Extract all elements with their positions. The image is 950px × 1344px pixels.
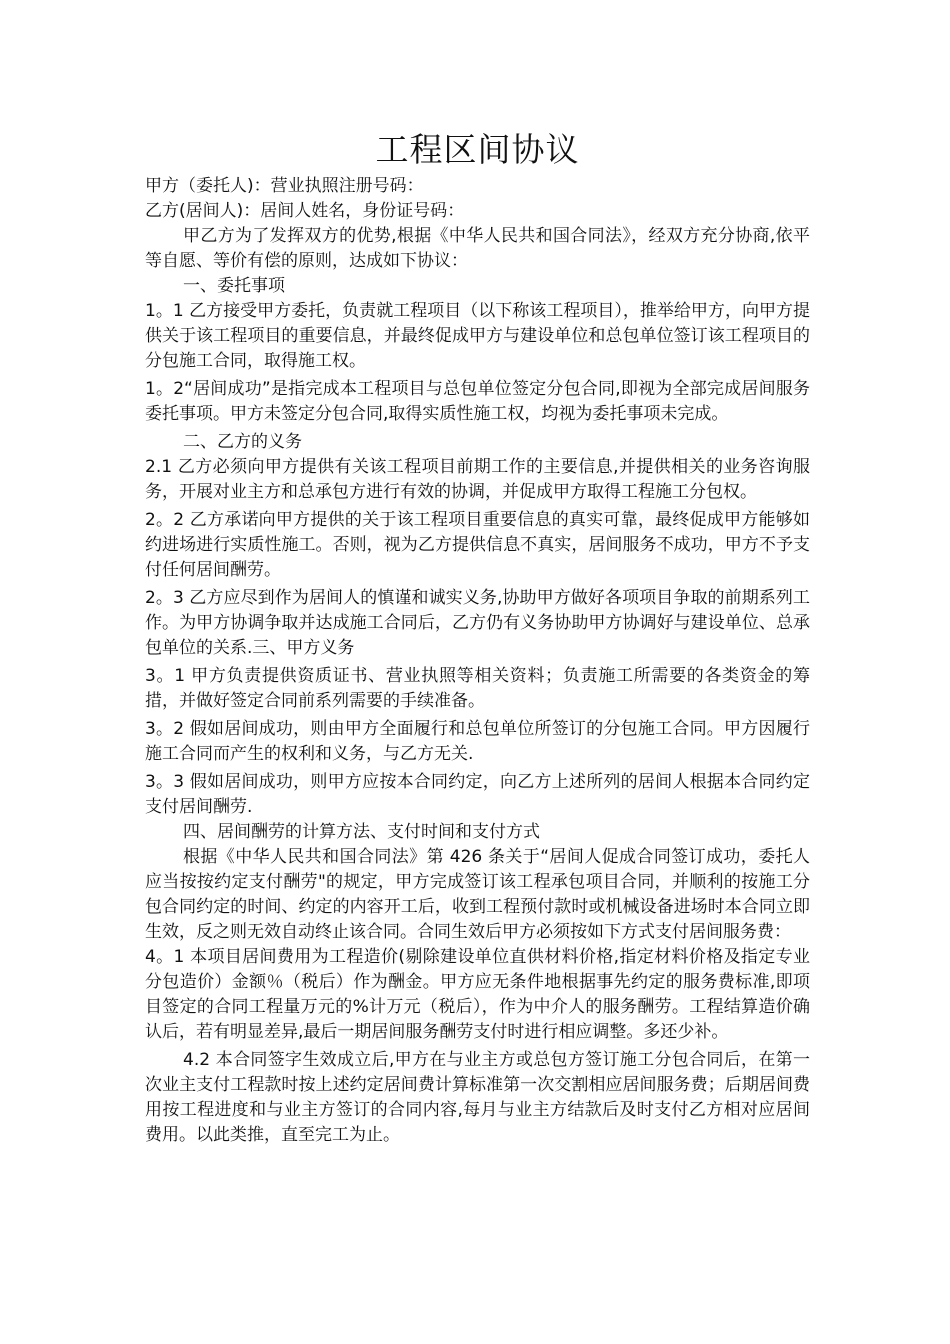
clause-3-3: 3。3 假如居间成功，则甲方应按本合同约定，向乙方上述所列的居间人根据本合同约定支付居间酬劳.: [145, 772, 810, 817]
document-title: 工程区间协议: [375, 130, 580, 169]
clause-1-2: 1。2“居间成功”是指完成本工程项目与总包单位签定分包合同,即视为全部完成居间服务委托事项。甲方未签定分包合同,取得实质性施工权，均视为委托事项未完成。: [145, 379, 810, 424]
preamble-paragraph: 甲乙方为了发挥双方的优势,根据《中华人民共和国合同法》，经双方充分协商,依平等自愿、等价有偿的原则，达成如下协议：: [145, 226, 810, 271]
payment-paragraph: 根据《中华人民共和国合同法》第 426 条关于“居间人促成合同签订成功，委托人应当按按约定支付酬劳"的规定，甲方完成签订该工程承包项目合同，并顺利的按施工分包合同约定的时间、约定的内容开工后，收到工程预付款时或机械设备进场时本合同立即生效，反之则无效自动终止该合同。合同生效后甲方必须按如下方式支付居间服务费：: [145, 847, 810, 942]
document-page: [145, 128, 810, 1148]
clause-2-1: 2.1 乙方必须向甲方提供有关该工程项目前期工作的主要信息,并提供相关的业务咨询服务，开展对业主方和总承包方进行有效的协调，并促成甲方取得工程施工分包权。: [145, 457, 810, 502]
party-a-line: 甲方（委托人)：营业执照注册号码：: [145, 176, 424, 196]
clause-4-2: 4.2 本合同签字生效成立后,甲方在与业主方或总包方签订施工分包合同后，在第一次业主支付工程款时按上述约定居间费计算标准第一次交割相应居间服务费；后期居间费用按工程进度和与业主方签订的合同内容,每月与业主方结款后及时支付乙方相对应居间费用。以此类推，直至完工为止。: [145, 1050, 810, 1145]
clause-1-1: 1。1 乙方接受甲方委托，负责就工程项目（以下称该工程项目），推举给甲方，向甲方提供关于该工程项目的重要信息，并最终促成甲方与建设单位和总包单位签订该工程项目的分包施工合同，取得施工权。: [145, 301, 810, 371]
clause-3-2: 3。2 假如居间成功，则由甲方全面履行和总包单位所签订的分包施工合同。甲方因履行施工合同而产生的权利和义务，与乙方无关.: [145, 719, 810, 764]
party-b-line: 乙方(居间人)：居间人姓名，身份证号码：: [145, 201, 465, 221]
clause-3-1: 3。1 甲方负责提供资质证书、营业执照等相关资料；负责施工所需要的各类资金的筹措，并做好签定合同前系列需要的手续准备。: [145, 666, 810, 711]
section-heading-1: 一、委托事项: [183, 276, 285, 296]
clause-4-1: 4。1 本项目居间费用为工程造价(剔除建设单位直供材料价格,指定材料价格及指定专业分包造价）金额％（税后）作为酬金。甲方应无条件地根据事先约定的服务费标准,即项目签定的合同工程量万元的%计万元（税后），作为中介人的服务酬劳。工程结算造价确认后，若有明显差异,最后一期居间服务酬劳支付时进行相应调整。多还少补。: [145, 947, 810, 1042]
clause-2-3: 2。3 乙方应尽到作为居间人的慎谨和诚实义务,协助甲方做好各项项目争取的前期系列工作。为甲方协调争取并达成施工合同后，乙方仍有义务协助甲方协调好与建设单位、总承包单位的关系.三、甲方义务: [145, 588, 810, 658]
section-heading-2: 二、乙方的义务: [183, 432, 302, 452]
clause-2-2: 2。2 乙方承诺向甲方提供的关于该工程项目重要信息的真实可靠，最终促成甲方能够如约进场进行实质性施工。否则，视为乙方提供信息不真实，居间服务不成功，甲方不予支付任何居间酬劳。: [145, 510, 810, 580]
section-heading-4: 四、居间酬劳的计算方法、支付时间和支付方式: [183, 822, 540, 842]
